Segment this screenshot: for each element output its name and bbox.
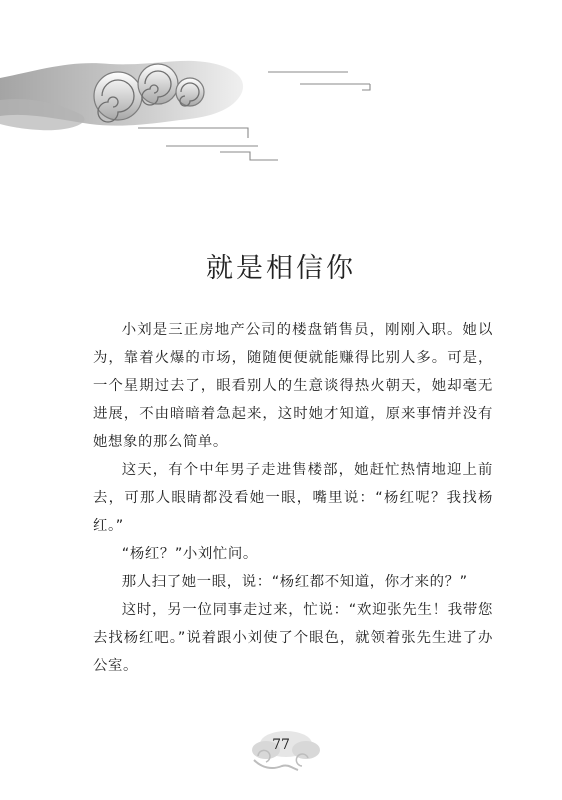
auspicious-cloud-icon: [0, 0, 562, 200]
page-number: 77: [272, 737, 290, 753]
paragraph: 那人扫了她一眼，说：“杨红都不知道，你才来的？”: [121, 574, 468, 590]
article-body: [93, 316, 493, 680]
paragraph: 这时，另一位同事走过来，忙说：“欢迎张先生！我带您去找杨红吧。”说着跟小刘使了个眼色，就领着张先生进了办公室。: [93, 602, 493, 674]
paragraph: 这天，有个中年男子走进售楼部，她赶忙热情地迎上前去，可那人眼睛都没看她一眼，嘴里说：“杨红呢？我找杨红。”: [93, 462, 493, 534]
page-title: 就是相信你: [206, 253, 356, 284]
paragraph: 小刘是三正房地产公司的楼盘销售员，刚刚入职。她以为，靠着火爆的市场，随随便便就能赚得比别人多。可是，一个星期过去了，眼看别人的生意谈得热火朝天，她却毫无进展，不由暗暗着急起来，这时她才知道，原来事情并没有她想象的那么简单。: [93, 322, 493, 450]
paragraph: “杨红？”小刘忙问。: [121, 546, 258, 562]
